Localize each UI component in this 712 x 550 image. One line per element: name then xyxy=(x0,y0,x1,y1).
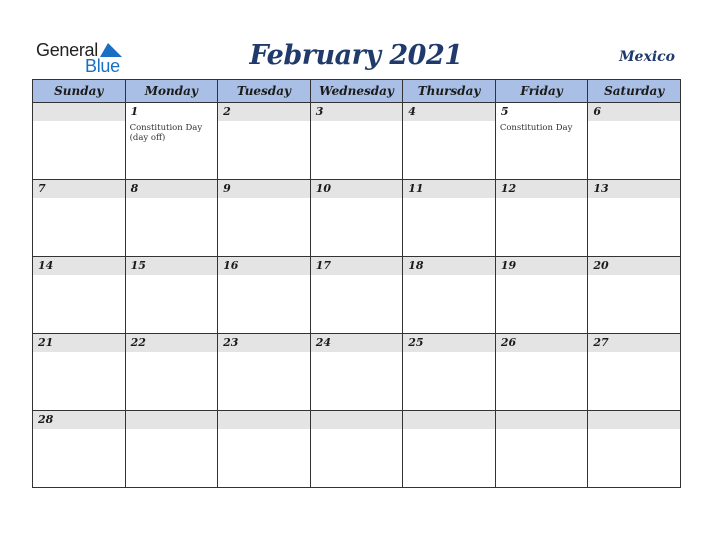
day-cell xyxy=(403,103,496,180)
weekday-header: Wednesday xyxy=(310,80,403,103)
day-number: 12 xyxy=(496,180,588,198)
day-cell xyxy=(33,411,126,488)
day-number: 24 xyxy=(311,334,403,352)
day-cell xyxy=(495,257,588,334)
day-cell xyxy=(403,411,496,488)
week-row xyxy=(33,103,681,180)
day-number: 4 xyxy=(403,103,495,121)
day-number xyxy=(311,411,403,429)
day-number: 15 xyxy=(126,257,218,275)
day-cell xyxy=(125,334,218,411)
day-number xyxy=(496,411,588,429)
day-number: 16 xyxy=(218,257,310,275)
day-number: 23 xyxy=(218,334,310,352)
week-row xyxy=(33,257,681,334)
day-cell xyxy=(310,334,403,411)
day-cell xyxy=(495,103,588,180)
day-number: 9 xyxy=(218,180,310,198)
day-number: 26 xyxy=(496,334,588,352)
day-number: 22 xyxy=(126,334,218,352)
day-cell xyxy=(403,257,496,334)
day-number xyxy=(33,103,125,121)
day-cell xyxy=(218,257,311,334)
day-number: 3 xyxy=(311,103,403,121)
weekday-header-row xyxy=(33,80,681,103)
weekday-header: Friday xyxy=(495,80,588,103)
day-cell xyxy=(125,180,218,257)
day-number xyxy=(588,411,680,429)
day-number: 8 xyxy=(126,180,218,198)
weekday-header: Saturday xyxy=(588,80,681,103)
day-cell xyxy=(588,180,681,257)
day-number: 7 xyxy=(33,180,125,198)
day-cell xyxy=(588,334,681,411)
day-cell xyxy=(310,180,403,257)
day-cell xyxy=(33,103,126,180)
weekday-header: Thursday xyxy=(403,80,496,103)
day-cell xyxy=(495,411,588,488)
logo-word-blue: Blue xyxy=(85,56,120,76)
weekday-header: Tuesday xyxy=(218,80,311,103)
day-number: 11 xyxy=(403,180,495,198)
day-number xyxy=(403,411,495,429)
day-number: 21 xyxy=(33,334,125,352)
day-cell xyxy=(310,411,403,488)
day-number: 28 xyxy=(33,411,125,429)
week-row xyxy=(33,411,681,488)
day-cell xyxy=(218,103,311,180)
day-cell xyxy=(495,334,588,411)
week-row xyxy=(33,334,681,411)
page-title: February 2021 xyxy=(249,40,463,71)
calendar-grid xyxy=(32,79,681,488)
weekday-header: Monday xyxy=(125,80,218,103)
day-number: 10 xyxy=(311,180,403,198)
day-cell xyxy=(33,257,126,334)
day-number: 2 xyxy=(218,103,310,121)
week-row xyxy=(33,180,681,257)
day-number: 17 xyxy=(311,257,403,275)
weekday-header: Sunday xyxy=(33,80,126,103)
day-cell xyxy=(310,257,403,334)
day-cell xyxy=(125,257,218,334)
day-cell xyxy=(588,411,681,488)
logo-word-general: General xyxy=(36,40,98,60)
day-number: 27 xyxy=(588,334,680,352)
day-number: 6 xyxy=(588,103,680,121)
day-number: 19 xyxy=(496,257,588,275)
day-cell xyxy=(310,103,403,180)
day-cell xyxy=(125,103,218,180)
day-cell xyxy=(218,334,311,411)
day-number: 25 xyxy=(403,334,495,352)
day-cell xyxy=(588,257,681,334)
day-cell xyxy=(125,411,218,488)
day-number: 20 xyxy=(588,257,680,275)
day-cell xyxy=(403,334,496,411)
holiday-note: Constitution Day xyxy=(499,123,573,133)
day-cell xyxy=(33,334,126,411)
day-number xyxy=(126,411,218,429)
day-number: 14 xyxy=(33,257,125,275)
day-number: 1 xyxy=(126,103,218,121)
day-cell xyxy=(33,180,126,257)
country-label: Mexico xyxy=(619,49,675,65)
day-cell xyxy=(218,411,311,488)
day-number xyxy=(218,411,310,429)
holiday-note: Constitution Day (day off) xyxy=(129,123,203,143)
day-cell xyxy=(403,180,496,257)
day-cell xyxy=(588,103,681,180)
day-number: 5 xyxy=(496,103,588,121)
day-number: 18 xyxy=(403,257,495,275)
day-cell xyxy=(218,180,311,257)
day-number: 13 xyxy=(588,180,680,198)
day-cell xyxy=(495,180,588,257)
